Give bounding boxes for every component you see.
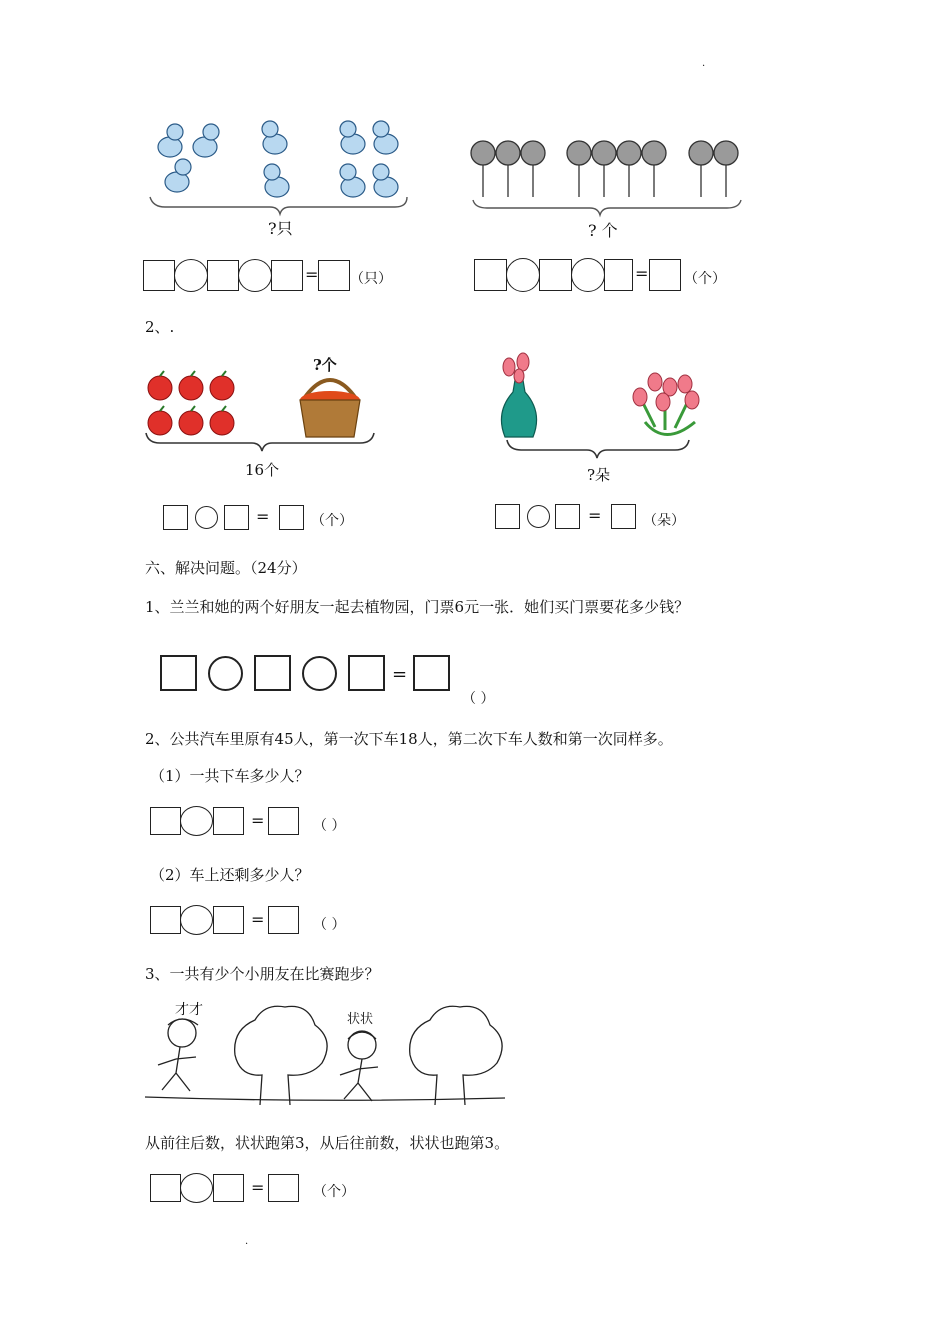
chicks-question-label: ?只: [268, 219, 293, 238]
answer-box[interactable]: [348, 655, 385, 691]
answer-box[interactable]: [495, 504, 520, 529]
equals-sign: =: [635, 264, 649, 283]
lollipop-icon: [689, 141, 713, 197]
answer-box[interactable]: [611, 504, 636, 529]
equals-sign: =: [305, 265, 319, 284]
operator-circle[interactable]: [180, 1173, 213, 1203]
chicks-unit: （只）: [350, 271, 392, 287]
lollipop-icon: [642, 141, 666, 197]
answer-box[interactable]: [213, 807, 244, 835]
operator-circle[interactable]: [174, 259, 208, 292]
equals-sign: =: [256, 507, 270, 526]
question-2-sub2-unit: （ ）: [313, 917, 346, 933]
answer-box[interactable]: [271, 260, 303, 291]
operator-circle[interactable]: [302, 656, 337, 691]
lollipop-icon: [617, 141, 641, 197]
answer-box[interactable]: [143, 260, 175, 291]
answer-box[interactable]: [474, 259, 507, 291]
chick-icon: [165, 159, 191, 192]
question-2-sub1: （1）一共下车多少人？: [150, 767, 310, 785]
operator-circle[interactable]: [238, 259, 272, 292]
answer-box[interactable]: [539, 259, 572, 291]
answer-box[interactable]: [160, 655, 197, 691]
operator-circle[interactable]: [571, 258, 605, 292]
lollipops-question-label: ? 个: [588, 221, 618, 240]
apple-icon: [148, 371, 172, 400]
vase-icon: [501, 353, 536, 437]
running-boy-icon: [158, 1019, 198, 1091]
answer-box[interactable]: [318, 260, 350, 291]
answer-box[interactable]: [150, 1174, 181, 1202]
equals-sign: =: [251, 910, 265, 929]
name-label-right: 状状: [347, 1012, 374, 1027]
question-2-sub1-unit: （ ）: [313, 818, 346, 834]
section-2-label: 2、.: [145, 318, 175, 336]
basket-icon: [300, 380, 360, 437]
lollipop-icon: [714, 141, 738, 197]
question-2-text: 2、公共汽车里原有45人，第一次下车18人，第二次下车人数和第一次同样多。: [145, 730, 673, 748]
tulip-bunch-icon: [633, 373, 699, 435]
tree-icon: [410, 1006, 502, 1105]
apple-icon: [179, 406, 203, 435]
chick-icon: [373, 164, 398, 197]
answer-box[interactable]: [268, 906, 299, 934]
question-1-text: 1、兰兰和她的两个好朋友一起去植物园，门票6元一张．她们买门票要花多少钱？: [145, 598, 690, 616]
lollipop-icon: [521, 141, 545, 197]
answer-box[interactable]: [279, 505, 304, 530]
chick-icon: [373, 121, 398, 154]
equals-sign: =: [251, 811, 265, 830]
chick-icon: [264, 164, 289, 197]
chick-icon: [158, 124, 183, 157]
apple-icon: [179, 371, 203, 400]
operator-circle[interactable]: [195, 506, 218, 529]
answer-box[interactable]: [207, 260, 239, 291]
chick-icon: [340, 121, 365, 154]
question-2-sub2: （2）车上还剩多少人？: [150, 866, 310, 884]
question-3-text: 3、一共有少个小朋友在比赛跑步？: [145, 965, 380, 983]
chick-icon: [262, 121, 287, 154]
footer-mark: .: [245, 1236, 249, 1247]
flowers-illustration: [495, 352, 715, 482]
operator-circle[interactable]: [527, 505, 550, 528]
equals-sign: =: [392, 664, 408, 685]
flowers-question-label: ?朵: [587, 466, 611, 484]
answer-box[interactable]: [213, 906, 244, 934]
running-boy-icon: [340, 1031, 378, 1101]
apple-icon: [148, 406, 172, 435]
apple-icon: [210, 371, 234, 400]
operator-circle[interactable]: [208, 656, 243, 691]
operator-circle[interactable]: [506, 258, 540, 292]
flowers-unit: （朵）: [643, 513, 685, 529]
apples-illustration: [140, 355, 380, 475]
question-1-unit: （ ）: [462, 691, 495, 707]
header-mark: .: [702, 58, 706, 69]
answer-box[interactable]: [649, 259, 681, 291]
answer-box[interactable]: [604, 259, 633, 291]
apples-total-label: 16个: [245, 461, 280, 479]
apples-unit: （个）: [311, 513, 353, 529]
answer-box[interactable]: [555, 504, 580, 529]
answer-box[interactable]: [224, 505, 249, 530]
tree-icon: [235, 1006, 327, 1105]
answer-box[interactable]: [268, 1174, 299, 1202]
lollipops-unit: （个）: [684, 271, 726, 287]
equals-sign: =: [588, 506, 602, 525]
answer-box[interactable]: [150, 807, 181, 835]
lollipop-icon: [496, 141, 520, 197]
answer-box[interactable]: [254, 655, 291, 691]
answer-box[interactable]: [150, 906, 181, 934]
answer-box[interactable]: [213, 1174, 244, 1202]
lollipop-icon: [567, 141, 591, 197]
section-6-title: 六、解决问题。（24分）: [145, 559, 307, 577]
question-3-hint: 从前往后数，状状跑第3，从后往前数，状状也跑第3。: [145, 1134, 510, 1152]
lollipop-icon: [592, 141, 616, 197]
operator-circle[interactable]: [180, 905, 213, 935]
lollipop-icon: [471, 141, 495, 197]
chick-icon: [193, 124, 219, 157]
question-3-unit: （个）: [313, 1184, 355, 1200]
answer-box[interactable]: [268, 807, 299, 835]
chick-icon: [340, 164, 365, 197]
apple-icon: [210, 406, 234, 435]
answer-box[interactable]: [163, 505, 188, 530]
operator-circle[interactable]: [180, 806, 213, 836]
answer-box[interactable]: [413, 655, 450, 691]
name-label-left: 才才: [175, 1002, 203, 1018]
equals-sign: =: [251, 1178, 265, 1197]
basket-question-label: ?个: [313, 356, 337, 374]
